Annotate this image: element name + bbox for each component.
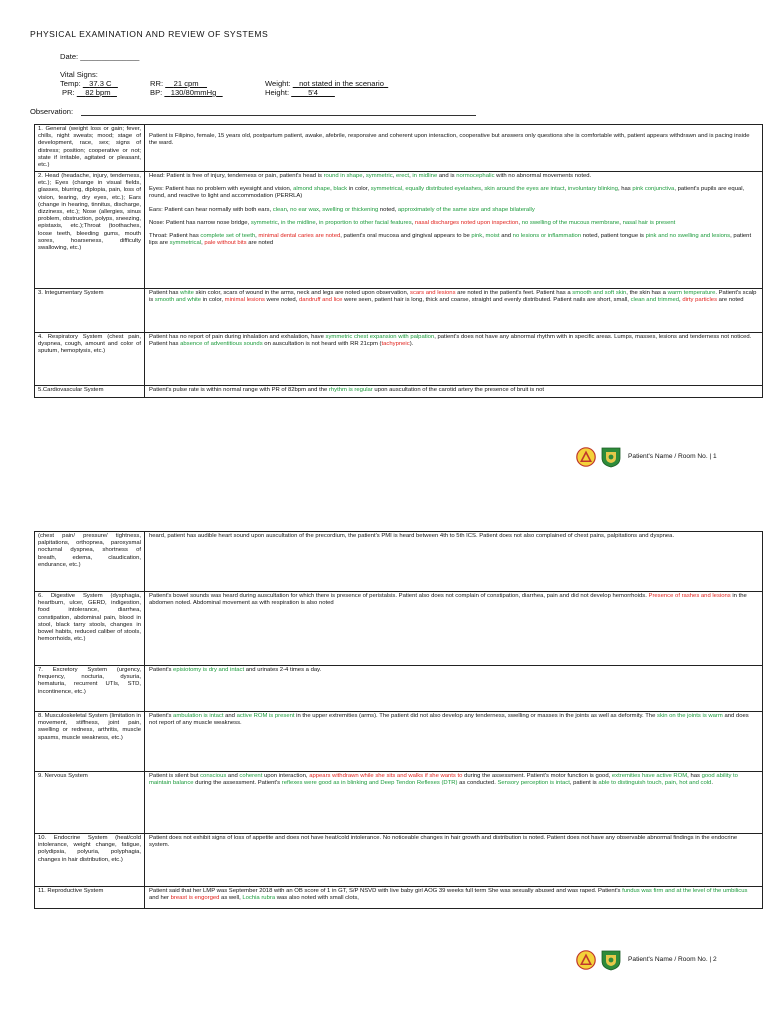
finding-text: are noted <box>717 297 744 304</box>
system-label: 10. Endocrine System (heat/cold intolerance, weight change, fatigue, polydipsia, polyuria, polyphagia, changes in hair distribution, etc.) <box>35 834 145 887</box>
normal-finding: erect <box>395 173 410 179</box>
pr-label: PR: <box>62 88 75 97</box>
weight-field <box>265 79 388 88</box>
normal-finding: normocephalic <box>456 173 495 179</box>
finding-text: were seen, patient hair is long, thick and coarse, straight and evenly distributed. Patient nails are short, small, <box>342 297 631 304</box>
finding-text: during the assessment. Patient's <box>193 780 282 787</box>
finding-text: heard, patient has audible heart sound upon auscultation of the precordium, the patient's PMI is heard between 4th to 5th ICS. Patient does not also complained of chest pains, palpitations and dyspnea. <box>149 533 675 539</box>
abnormal-finding: nasal discharges noted upon inspection <box>414 219 519 226</box>
finding-text: Head: Patient is free of injury, tenderness or pain, patient's head is <box>149 173 324 179</box>
finding-text: are noted <box>246 240 274 247</box>
footer-text-1: Patient's Name / Room No. | 1 <box>628 453 717 460</box>
date-field <box>60 52 139 61</box>
height-label: Height: <box>265 88 290 97</box>
finding-text: , <box>518 219 522 226</box>
review-of-systems-table-1 <box>34 124 763 398</box>
normal-finding: extremities have active ROM <box>611 773 688 779</box>
normal-finding: pink conjunctiva <box>632 186 675 193</box>
normal-finding: black <box>333 186 348 193</box>
finding-text: , <box>277 219 281 226</box>
table-row <box>35 125 763 172</box>
normal-finding: in the midline <box>280 219 316 226</box>
abnormal-finding: pale without bits <box>204 240 247 247</box>
finding-text: in color, <box>201 297 225 304</box>
finding-text: as well, <box>219 895 243 902</box>
findings-cell <box>145 592 763 666</box>
document-page-2 <box>0 520 768 1024</box>
findings-paragraph <box>149 334 758 348</box>
finding-text: were noted, <box>264 297 299 304</box>
system-label: 1. General (weight loss or gain; fever, chills, night sweats; mood; stage of development, race, sex; signs of distress; position; cooperative or not; state if irritable, agitated or pleasant, etc.) <box>35 125 145 172</box>
finding-text: Throat: Patient has <box>149 233 201 240</box>
normal-finding: clean <box>272 206 287 213</box>
system-label: 4. Respiratory System (chest pain, dyspnea, cough, amount and color of sputum, hemoptysis, etc.) <box>35 333 145 386</box>
normal-finding: symmetric <box>250 219 278 226</box>
pr-field <box>62 88 117 97</box>
abnormal-finding: minimal dental caries are noted <box>258 233 341 240</box>
bp-field <box>150 88 223 97</box>
finding-text: , <box>411 219 415 226</box>
normal-finding: reflexes were good as in blinking and Deep Tendon Reflexes (DTR) <box>281 780 458 787</box>
finding-text: , <box>679 297 683 304</box>
finding-text: Patient is silent but <box>149 773 201 779</box>
findings-cell <box>145 772 763 834</box>
finding-text: Nose: Patient has narrow nose bridge, <box>149 219 251 226</box>
finding-text: , patient's pupils are equal, round, and reactive to light and accommodation (PERRLA) <box>149 186 745 200</box>
finding-text: Patient said that her LMP was September 2018 with an OB score of 1 in GT, S/P NSVD with live baby girl AOG 39 weeks full term She was sexually abused and was raped. Patient's <box>149 888 623 894</box>
system-label: 9. Nervous System <box>35 772 145 834</box>
findings-paragraph <box>149 207 758 214</box>
school-seal-icon <box>576 950 596 970</box>
finding-text: , patient's oral mucosa and gingival appears to be <box>340 233 472 240</box>
finding-text: noted, <box>378 206 398 213</box>
finding-text: Eyes: Patient has no problem with eyesight and vision, <box>149 186 294 193</box>
finding-text: , <box>481 186 485 193</box>
findings-paragraph <box>149 186 758 200</box>
table-row <box>35 172 763 289</box>
page-separator <box>0 468 768 520</box>
finding-text: with no abnormal movements noted. <box>494 173 592 179</box>
table-row <box>35 666 763 712</box>
findings-paragraph <box>149 133 758 147</box>
normal-finding: round in shape <box>323 173 363 179</box>
finding-text: , has <box>687 773 702 779</box>
normal-finding: white <box>180 290 194 296</box>
finding-text: on auscultation is not heard with RR 21cpm ( <box>262 341 382 348</box>
normal-finding: active ROM is present <box>236 713 295 719</box>
normal-finding: able to distinguish touch, pain, hot and cold <box>598 780 712 787</box>
finding-text: , <box>409 173 413 179</box>
normal-finding: no ear wax <box>290 206 319 213</box>
findings-cell <box>145 125 763 172</box>
findings-paragraph <box>149 667 758 674</box>
bp-value: 130/80mmHg <box>170 88 217 97</box>
finding-text: during the assessment. Patient's motor function is good, <box>462 773 612 779</box>
document-title: PHYSICAL EXAMINATION AND REVIEW OF SYSTEMS <box>30 29 269 39</box>
normal-finding: in proportion to other facial features <box>318 219 412 226</box>
finding-text: , patient's does not have any abnormal rhythm with in specific areas. Lumps, masses, lesions and tenderness not noticed. Patient has <box>149 334 752 348</box>
findings-cell <box>145 289 763 333</box>
college-logo-icon <box>600 446 622 468</box>
finding-text: and <box>226 773 240 779</box>
finding-text: in the abdomen noted. Abdominal movement as with respiration is also noted <box>149 593 747 607</box>
finding-text: Patient has no report of pain during inhalation and exhalation, have <box>149 334 326 340</box>
finding-text: . Patient's scalp is <box>149 290 757 304</box>
findings-cell <box>145 386 763 398</box>
normal-finding: clean and trimmed <box>630 297 680 304</box>
page-footer-1 <box>568 446 768 468</box>
finding-text: , <box>315 219 319 226</box>
findings-cell <box>145 532 763 592</box>
findings-paragraph <box>149 173 758 180</box>
normal-finding: Sensory perception is intact <box>497 780 570 787</box>
normal-finding: pink <box>471 233 483 240</box>
normal-finding: no swelling of the mucous membrane <box>521 219 620 226</box>
normal-finding: moist <box>485 233 500 240</box>
findings-cell <box>145 887 763 909</box>
finding-text: Patient has <box>149 290 181 296</box>
abnormal-finding: minimal lesions <box>224 297 265 304</box>
finding-text: and <box>223 713 237 719</box>
finding-text: , <box>564 186 568 193</box>
system-label: 3. Integumentary System <box>35 289 145 333</box>
normal-finding: symmetrical <box>169 240 202 247</box>
findings-cell <box>145 712 763 772</box>
finding-text: and does not report of any muscle weakness. <box>149 713 749 727</box>
finding-text: was also noted with small clots, <box>275 895 359 902</box>
system-label: 5.Cardiovascular System <box>35 386 145 398</box>
finding-text: upon auscultation of the carotid artery the presence of bruit is not <box>372 387 545 393</box>
finding-text: Ears: Patient can hear normally with both ears, <box>149 206 273 213</box>
rr-label: RR: <box>150 79 164 88</box>
rr-value: 21 cpm <box>173 79 199 88</box>
findings-paragraph <box>149 533 758 540</box>
findings-paragraph <box>149 835 758 849</box>
normal-finding: episiotomy is dry and intact <box>173 667 245 673</box>
findings-paragraph <box>149 773 758 787</box>
finding-text: , <box>619 219 623 226</box>
system-label: 8. Musculoskeletal System (limitation in movement, stiffness, joint pain, swelling or redness, arthritis, muscle spasms, muscle weakness, etc.) <box>35 712 145 772</box>
findings-cell <box>145 172 763 289</box>
normal-finding: coherent <box>239 773 263 779</box>
table-row <box>35 772 763 834</box>
abnormal-finding: Presence of rashes and lesions <box>648 593 731 599</box>
table-row <box>35 386 763 398</box>
findings-paragraph <box>149 387 758 394</box>
finding-text: and urinates 2-4 times a day. <box>244 667 322 673</box>
normal-finding: Lochia rubra <box>242 895 276 902</box>
finding-text: Patient's <box>149 713 174 719</box>
school-seal-icon <box>576 447 596 467</box>
table-row <box>35 532 763 592</box>
document-page-1 <box>0 0 768 468</box>
normal-finding: no lesions or inflammation <box>512 233 582 240</box>
rr-field <box>150 79 207 88</box>
finding-text: , patient is <box>569 780 599 787</box>
finding-text: , <box>482 233 486 240</box>
normal-finding: absence of adventitious sounds <box>180 341 263 348</box>
review-of-systems-table-2 <box>34 531 763 909</box>
finding-text: Patient's bowel sounds was heard during auscultation for which there is presence of peristalsis. Patient also does not complain of constipation, diarrhea, pain and did not develop hemorrhoids. <box>149 593 649 599</box>
finding-text: , <box>255 233 259 240</box>
finding-text: , <box>286 206 291 213</box>
normal-finding: swelling or thickening <box>322 206 379 213</box>
findings-paragraph <box>149 233 758 247</box>
abnormal-finding: dirty particles <box>682 297 718 304</box>
system-label: 2. Head (headache, injury, tenderness, etc.); Eyes (change in visual fields, glasses, blurring, diplopia, pain, loss of vision, tearing, dry eyes, etc.); Ears (change in hearing, tinnitus, discharge, dizziness, etc.); Nose (allergies, sinus problem, obstruction, polyps, sneezing, epistaxis, etc.);Throat (toothaches, loose teeth, bleeding gums, mouth sores, hoarseness, difficulty swallowing, etc.) <box>35 172 145 289</box>
date-value: ______________ <box>80 52 140 61</box>
table-row <box>35 592 763 666</box>
table-row <box>35 289 763 333</box>
normal-finding: approximately of the same size and shape bilaterally <box>397 206 535 213</box>
findings-paragraph <box>149 220 758 227</box>
finding-text: Patient does not exhibit signs of loss of appetite and does not have heat/cold intolerance. No noticeable changes in hair growth and distribution is noted. Patient does not have any observable abnormal findings in the endocrine system. <box>149 835 738 849</box>
abnormal-finding: tachypneic <box>381 341 410 348</box>
findings-cell <box>145 666 763 712</box>
table-row <box>35 834 763 887</box>
system-label: 7. Excretory System (urgency, frequency, nocturia, dysuria, hematuria, recurrent UTIs, STD, incontinence, etc.) <box>35 666 145 712</box>
temp-label: Temp: <box>60 79 81 88</box>
finding-text: , <box>392 173 396 179</box>
finding-text: and her <box>149 895 171 902</box>
finding-text: upon interaction, <box>262 773 310 779</box>
normal-finding: involuntary blinking <box>567 186 618 193</box>
normal-finding: smooth and white <box>154 297 202 304</box>
pr-value: 82 bpm <box>85 88 111 97</box>
height-value: 5'4 <box>308 88 318 97</box>
finding-text: and is <box>437 173 457 179</box>
temp-value: 37.3 C <box>89 79 112 88</box>
finding-text: Patient's <box>149 667 174 673</box>
footer-text-2: Patient's Name / Room No. | 2 <box>628 956 717 963</box>
system-label: (chest pain/ pressure/ tightness, palpitations, orthopnea, paroxysmal nocturnal dyspnea, shortness of breath, edema, claudication, endurance, etc.) <box>35 532 145 592</box>
normal-finding: rhythm is regular <box>328 387 373 393</box>
normal-finding: pink and no swelling and lesions <box>645 233 731 240</box>
finding-text: , has <box>617 186 633 193</box>
finding-text: , patient lips are <box>149 233 752 247</box>
normal-finding: skin around the eyes are intact <box>484 186 565 193</box>
finding-text: , the skin has a <box>626 290 668 296</box>
normal-finding: complete set of teeth <box>200 233 256 240</box>
temp-field <box>60 79 118 88</box>
abnormal-finding: breast is engorged <box>170 895 220 902</box>
abnormal-finding: appears withdrawn while she sits and walks if she wants to <box>309 773 463 779</box>
normal-finding: symmetric chest expansion with palpation <box>325 334 435 340</box>
weight-value: not stated in the scenario <box>299 79 384 88</box>
normal-finding: warm temperature <box>667 290 716 296</box>
findings-paragraph <box>149 888 758 902</box>
normal-finding: symmetrical, equally distributed eyelashes <box>370 186 482 193</box>
vital-signs-label: Vital Signs: <box>60 70 98 79</box>
finding-text: skin color, scars of wound in the arms, neck and legs are noted upon observation, <box>193 290 411 296</box>
normal-finding: skin on the joints is warm <box>657 713 723 719</box>
findings-cell <box>145 834 763 887</box>
normal-finding: nasal hair is present <box>622 219 676 226</box>
normal-finding: conscious <box>200 773 227 779</box>
findings-paragraph <box>149 713 758 727</box>
findings-cell <box>145 333 763 386</box>
page-footer-2 <box>568 949 768 971</box>
weight-label: Weight: <box>265 79 291 88</box>
finding-text: , <box>362 173 366 179</box>
findings-paragraph <box>149 290 758 304</box>
normal-finding: smooth and soft skin <box>572 290 627 296</box>
observation-label: Observation: <box>30 107 74 116</box>
findings-paragraph <box>149 593 758 607</box>
normal-finding: in midline <box>412 173 438 179</box>
finding-text: , <box>201 240 205 247</box>
finding-text: ). <box>409 341 414 348</box>
finding-text: Patient is Filipino, female, 15 years old, postpartum patient, awake, afebrile, responsive and coherent upon interaction, cooperative but answers only questions she is comfortable with, patient appears withdrawn and is pacing inside the ward. <box>149 133 750 147</box>
system-label: 6. Digestive System (dysphagia, heartburn, ulcer, GERD, indigestion, food intolerance, diarrhea, constipation, abdominal pain, blood in stool, black tarry stools, changes in bowel habits, reduced caliber of stools, hemorrhoids, etc.) <box>35 592 145 666</box>
finding-text: , <box>330 186 334 193</box>
abnormal-finding: dandruff and lice <box>298 297 343 304</box>
date-label: Date: <box>60 52 79 61</box>
finding-text: . <box>711 780 713 787</box>
finding-text: are noted in the patient's feet. Patient has a <box>455 290 573 296</box>
finding-text: in color, <box>347 186 371 193</box>
table-row <box>35 712 763 772</box>
bp-label: BP: <box>150 88 163 97</box>
normal-finding: ambulation is intact <box>173 713 224 719</box>
finding-text: in the upper extremities (arms). The patient did not also develop any tenderness, swelling or masses in the joints as well as deformity. The <box>294 713 657 719</box>
normal-finding: good ability to maintain balance <box>149 773 738 787</box>
observation-line <box>81 115 476 116</box>
abnormal-finding: scars and lesions <box>410 290 456 296</box>
height-field <box>265 88 335 97</box>
table-row <box>35 333 763 386</box>
finding-text: , <box>318 206 323 213</box>
normal-finding: almond shape <box>293 186 331 193</box>
finding-text: noted, patient tongue is <box>581 233 646 240</box>
table-row <box>35 887 763 909</box>
normal-finding: fundus was firm and at the level of the umbilicus <box>622 888 748 894</box>
finding-text: and <box>499 233 513 240</box>
system-label: 11. Reproductive System <box>35 887 145 909</box>
finding-text: Patient's pulse rate is within normal range with PR of 82bpm and the <box>149 387 329 393</box>
normal-finding: symmetric <box>365 173 393 179</box>
college-logo-icon <box>600 949 622 971</box>
finding-text: as conducted. <box>457 780 498 787</box>
